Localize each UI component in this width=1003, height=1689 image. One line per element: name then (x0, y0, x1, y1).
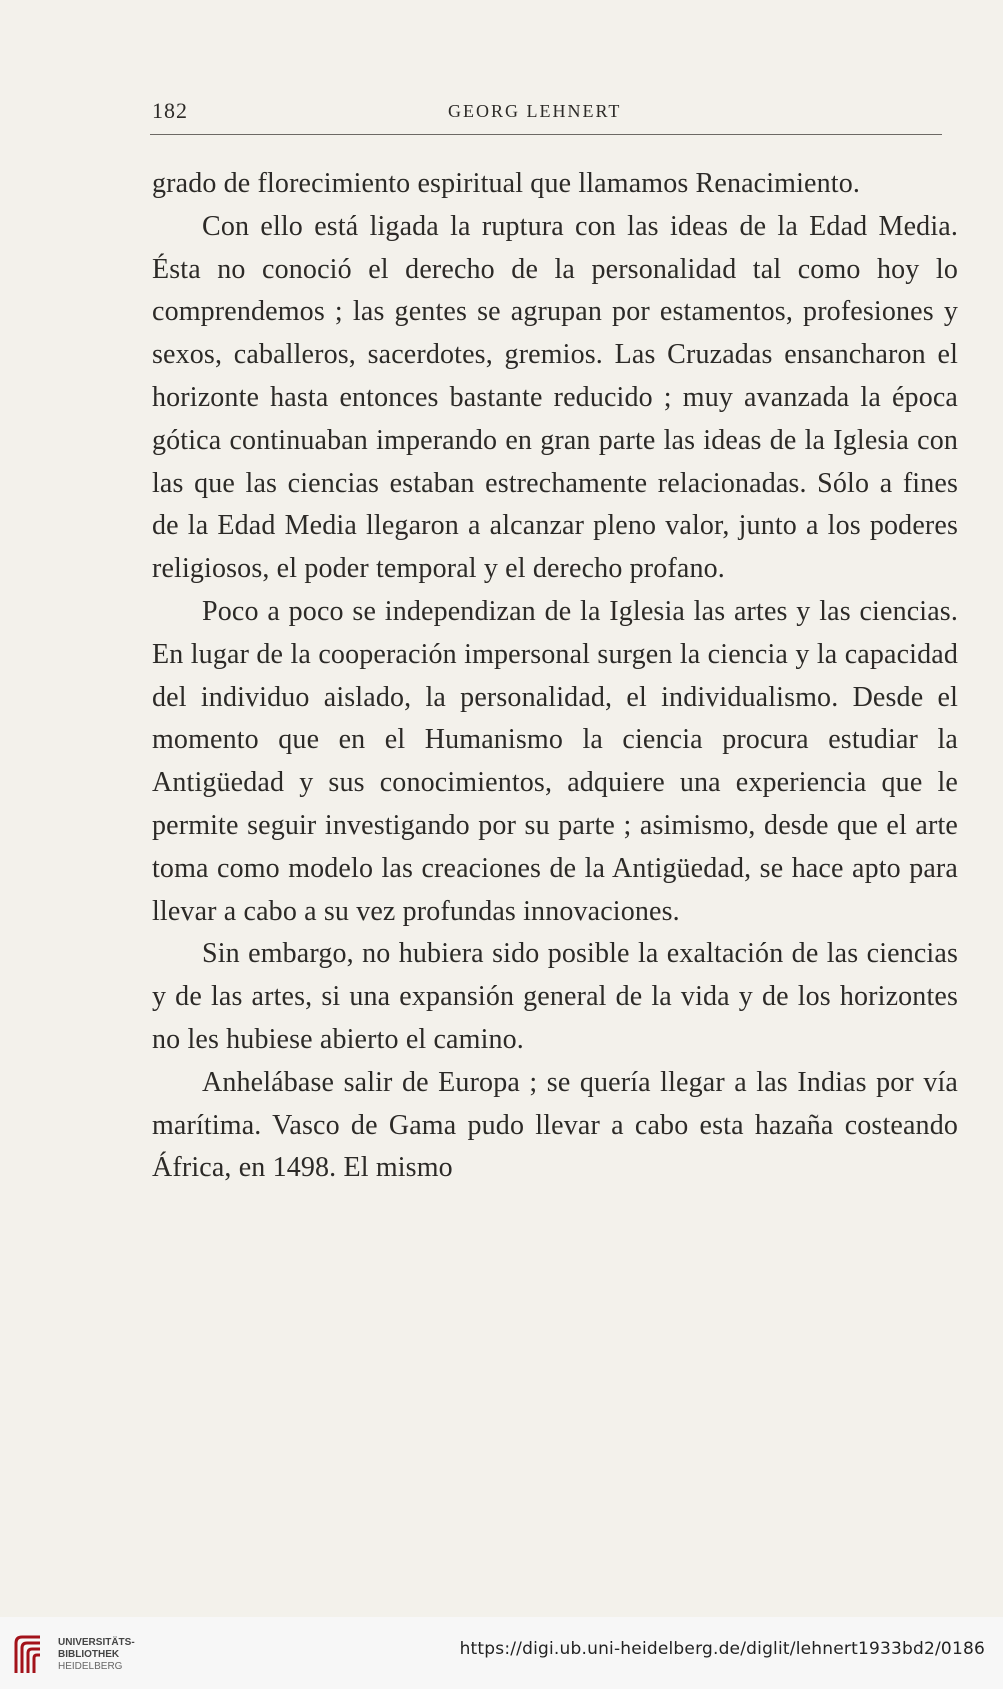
library-name-line-2: BIBLIOTHEK (58, 1649, 120, 1660)
page-header (152, 98, 942, 130)
source-url[interactable]: https://digi.ub.uni-heidelberg.de/diglit/lehnert1933bd2/0186 (459, 1639, 985, 1659)
paragraph-1: grado de florecimiento espiritual que llamamos Renacimiento. (152, 168, 861, 199)
viewer-footer (0, 1617, 1003, 1689)
university-library-logo-icon (12, 1633, 46, 1677)
library-name (58, 1637, 135, 1673)
paragraph-2: Con ello está ligada la ruptura con las ideas de la Edad Media. Ésta no conoció el derecho de la personalidad tal como hoy lo comprendemos ; las gentes se agrupan por estamentos, profesiones y sexos, caballeros, sacerdotes, gremios. Las Cruzadas ensancharon el horizonte hasta entonces bastante reducido ; muy avanzada la época gótica continuaban imperando en gran parte las ideas de la Iglesia con las que las ciencias estaban estrechamente relacionadas. Sólo a fines de la Edad Media llegaron a alcanzar pleno valor, junto a los poderes religiosos, el poder temporal y el derecho profano. (152, 210, 958, 585)
library-name-line-3: HEIDELBERG (58, 1661, 123, 1672)
page-number: 182 (152, 98, 188, 123)
running-head: GEORG LEHNERT (448, 101, 622, 121)
header-rule (150, 134, 942, 135)
paragraph-5: Anhelábase salir de Europa ; se quería llegar a las Indias por vía marítima. Vasco de Gama pudo llevar a cabo esta hazaña costeando África, en 1498. El mismo (152, 1066, 958, 1184)
library-name-line-1: UNIVERSITÄTS- (58, 1637, 135, 1648)
paragraph-4: Sin embargo, no hubiera sido posible la exaltación de las ciencias y de las artes, si una expansión general de la vida y de los horizontes no les hubiese abierto el camino. (152, 938, 958, 1055)
body-text (152, 163, 958, 1190)
paragraph-3: Poco a poco se independizan de la Iglesia las artes y las ciencias. En lugar de la cooperación impersonal surgen la ciencia y la capacidad del individuo aislado, la personalidad, el individualismo. Desde el momento que en el Humanismo la ciencia procura estudiar la Antigüedad y sus conocimientos, adquiere una experiencia que le permite seguir investigando por su parte ; asimismo, desde que el arte toma como modelo las creaciones de la Antigüedad, se hace apto para llevar a cabo a su vez profundas innovaciones. (152, 595, 958, 927)
